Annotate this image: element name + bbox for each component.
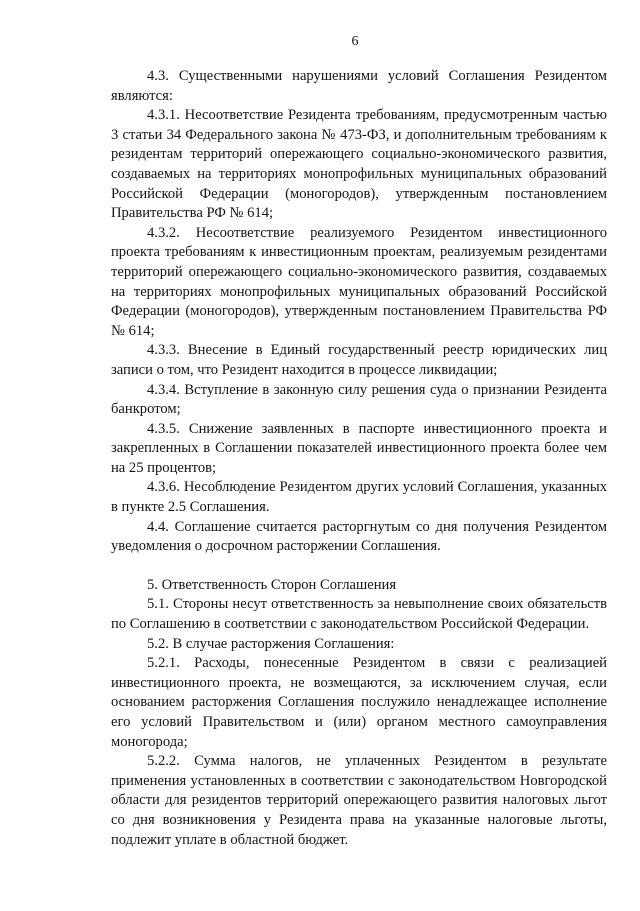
clause-5-2-2: 5.2.2. Сумма налогов, не уплаченных Резидентом в результате применения установленных в соответствии с законодательством Новгородской области для резидентов территорий опережающего развития налоговых льгот со дня возникновения у Резидента права на указанные налоговые льготы, подлежит уплате в областной бюджет. [111,753,607,848]
clause-5-2: 5.2. В случае расторжения Соглашения: [147,635,395,652]
page-number: 6 [351,34,359,49]
clause-4-3-6: 4.3.6. Несоблюдение Резидентом других условий Соглашения, указанных в пункте 2.5 Соглашения. [111,479,607,516]
clause-4-4: 4.4. Соглашение считается расторгнутым со дня получения Резидентом уведомления о досрочном расторжении Соглашения. [111,518,607,555]
clause-4-3-1: 4.3.1. Несоответствие Резидента требованиям, предусмотренным частью 3 статьи 34 Федерального закона № 473-ФЗ, и дополнительным требованиям к резидентам территорий опережающего социально-экономического развития, создаваемых на территориях монопрофильных муниципальных образований Российской Федерации (моногородов), утвержденным постановлением Правительства РФ № 614; [111,107,607,222]
clause-4-3-2: 4.3.2. Несоответствие реализуемого Резидентом инвестиционного проекта требованиям к инвестиционным проектам, реализуемым резидентами территорий опережающего социально-экономического развития, создаваемых на территориях монопрофильных муниципальных образований Российской Федерации (моногородов), утвержденным постановлением Правительства РФ № 614; [111,224,607,339]
document-body [111,67,607,850]
clause-5-2-1: 5.2.1. Расходы, понесенные Резидентом в связи с реализацией инвестиционного проекта, не возмещаются, за исключением случая, если основанием расторжения Соглашения послужило ненадлежащее исполнение его условий Правительством и (или) органом местного самоуправления моногорода; [111,655,607,750]
clause-4-3-3: 4.3.3. Внесение в Единый государственный реестр юридических лиц записи о том, что Резидент находится в процессе ликвидации; [111,342,607,378]
section-5-heading: 5. Ответственность Сторон Соглашения [147,576,397,593]
clause-4-3: 4.3. Существенными нарушениями условий Соглашения Резидентом являются: [111,68,607,104]
clause-4-3-4: 4.3.4. Вступление в законную силу решения суда о признании Резидента банкротом; [111,381,607,418]
clause-4-3-5: 4.3.5. Снижение заявленных в паспорте инвестиционного проекта и закрепленных в Соглашении показателей инвестиционного проекта более чем на 25 процентов; [111,420,607,476]
clause-5-1: 5.1. Стороны несут ответственность за невыполнение своих обязательств по Соглашению в соответствии с законодательством Российской Федерации. [111,596,607,633]
section-spacer [111,557,607,576]
